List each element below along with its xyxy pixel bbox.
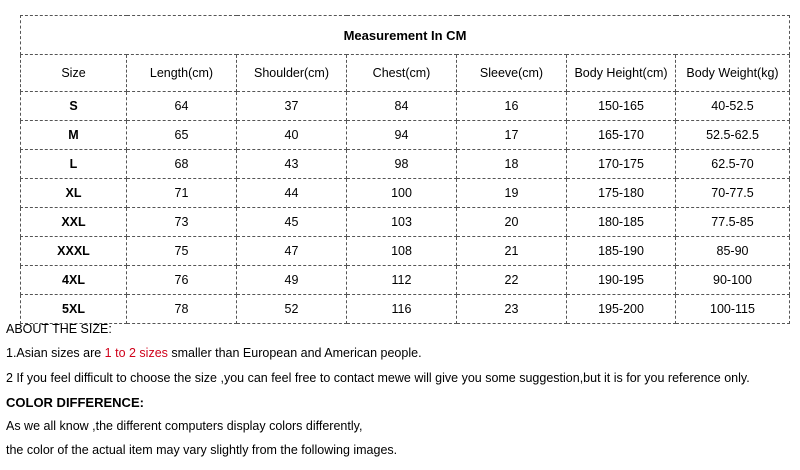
table-row [21, 150, 790, 179]
table-cell: 16 [457, 92, 567, 121]
table-cell: 65 [127, 121, 237, 150]
table-cell: 64 [127, 92, 237, 121]
note-line-1-highlight: 1 to 2 sizes [104, 346, 168, 360]
about-size-heading: ABOUT THE SIZE: [6, 322, 112, 336]
table-row [21, 237, 790, 266]
table-cell: 49 [237, 266, 347, 295]
header-shoulder: Shoulder(cm) [237, 55, 347, 92]
table-cell: 23 [457, 295, 567, 324]
size-cell: 4XL [21, 266, 127, 295]
note-line-1-suffix: smaller than European and American people. [167, 346, 422, 360]
table-cell: 112 [347, 266, 457, 295]
table-cell: 190-195 [567, 266, 676, 295]
table-cell: 98 [347, 150, 457, 179]
table-cell: 45 [237, 208, 347, 237]
table-cell: 150-165 [567, 92, 676, 121]
size-cell: S [21, 92, 127, 121]
table-cell: 84 [347, 92, 457, 121]
size-cell: M [21, 121, 127, 150]
table-title: Measurement In CM [21, 16, 790, 55]
table-cell: 37 [237, 92, 347, 121]
table-cell: 71 [127, 179, 237, 208]
table-cell: 44 [237, 179, 347, 208]
header-size: Size [21, 55, 127, 92]
table-cell: 52 [237, 295, 347, 324]
table-cell: 70-77.5 [676, 179, 790, 208]
header-sleeve: Sleeve(cm) [457, 55, 567, 92]
table-cell: 40-52.5 [676, 92, 790, 121]
table-cell: 180-185 [567, 208, 676, 237]
table-cell: 19 [457, 179, 567, 208]
table-cell: 78 [127, 295, 237, 324]
table-row [21, 266, 790, 295]
size-cell: L [21, 150, 127, 179]
table-cell: 103 [347, 208, 457, 237]
table-row [21, 179, 790, 208]
table-cell: 76 [127, 266, 237, 295]
table-cell: 195-200 [567, 295, 676, 324]
note-line-2: 2 If you feel difficult to choose the size ,you can feel free to contact mewe will give you some suggestion,but it is for you reference only. [6, 371, 750, 385]
table-header-row [21, 55, 790, 92]
size-table [20, 15, 790, 324]
note-line-1 [6, 346, 422, 360]
size-cell: XXXL [21, 237, 127, 266]
color-difference-heading: COLOR DIFFERENCE: [6, 395, 144, 410]
table-cell: 85-90 [676, 237, 790, 266]
table-cell: 21 [457, 237, 567, 266]
table-cell: 73 [127, 208, 237, 237]
table-cell: 52.5-62.5 [676, 121, 790, 150]
table-cell: 43 [237, 150, 347, 179]
size-cell: XL [21, 179, 127, 208]
table-cell: 40 [237, 121, 347, 150]
header-body-weight: Body Weight(kg) [676, 55, 790, 92]
table-cell: 175-180 [567, 179, 676, 208]
table-cell: 68 [127, 150, 237, 179]
table-cell: 18 [457, 150, 567, 179]
table-cell: 116 [347, 295, 457, 324]
table-row [21, 208, 790, 237]
table-cell: 100 [347, 179, 457, 208]
table-cell: 90-100 [676, 266, 790, 295]
header-chest: Chest(cm) [347, 55, 457, 92]
table-cell: 108 [347, 237, 457, 266]
table-row [21, 92, 790, 121]
size-cell: 5XL [21, 295, 127, 324]
table-cell: 22 [457, 266, 567, 295]
table-title-row [21, 16, 790, 55]
size-chart [20, 15, 789, 324]
table-cell: 94 [347, 121, 457, 150]
header-length: Length(cm) [127, 55, 237, 92]
table-cell: 17 [457, 121, 567, 150]
table-cell: 100-115 [676, 295, 790, 324]
note-line-1-prefix: 1.Asian sizes are [6, 346, 105, 360]
table-cell: 185-190 [567, 237, 676, 266]
table-cell: 20 [457, 208, 567, 237]
table-row [21, 121, 790, 150]
table-cell: 47 [237, 237, 347, 266]
table-cell: 165-170 [567, 121, 676, 150]
table-cell: 170-175 [567, 150, 676, 179]
table-cell: 62.5-70 [676, 150, 790, 179]
note-line-3: As we all know ,the different computers display colors differently, [6, 419, 363, 433]
table-cell: 77.5-85 [676, 208, 790, 237]
table-row [21, 295, 790, 324]
header-body-height: Body Height(cm) [567, 55, 676, 92]
table-cell: 75 [127, 237, 237, 266]
size-cell: XXL [21, 208, 127, 237]
note-line-4: the color of the actual item may vary slightly from the following images. [6, 443, 398, 457]
